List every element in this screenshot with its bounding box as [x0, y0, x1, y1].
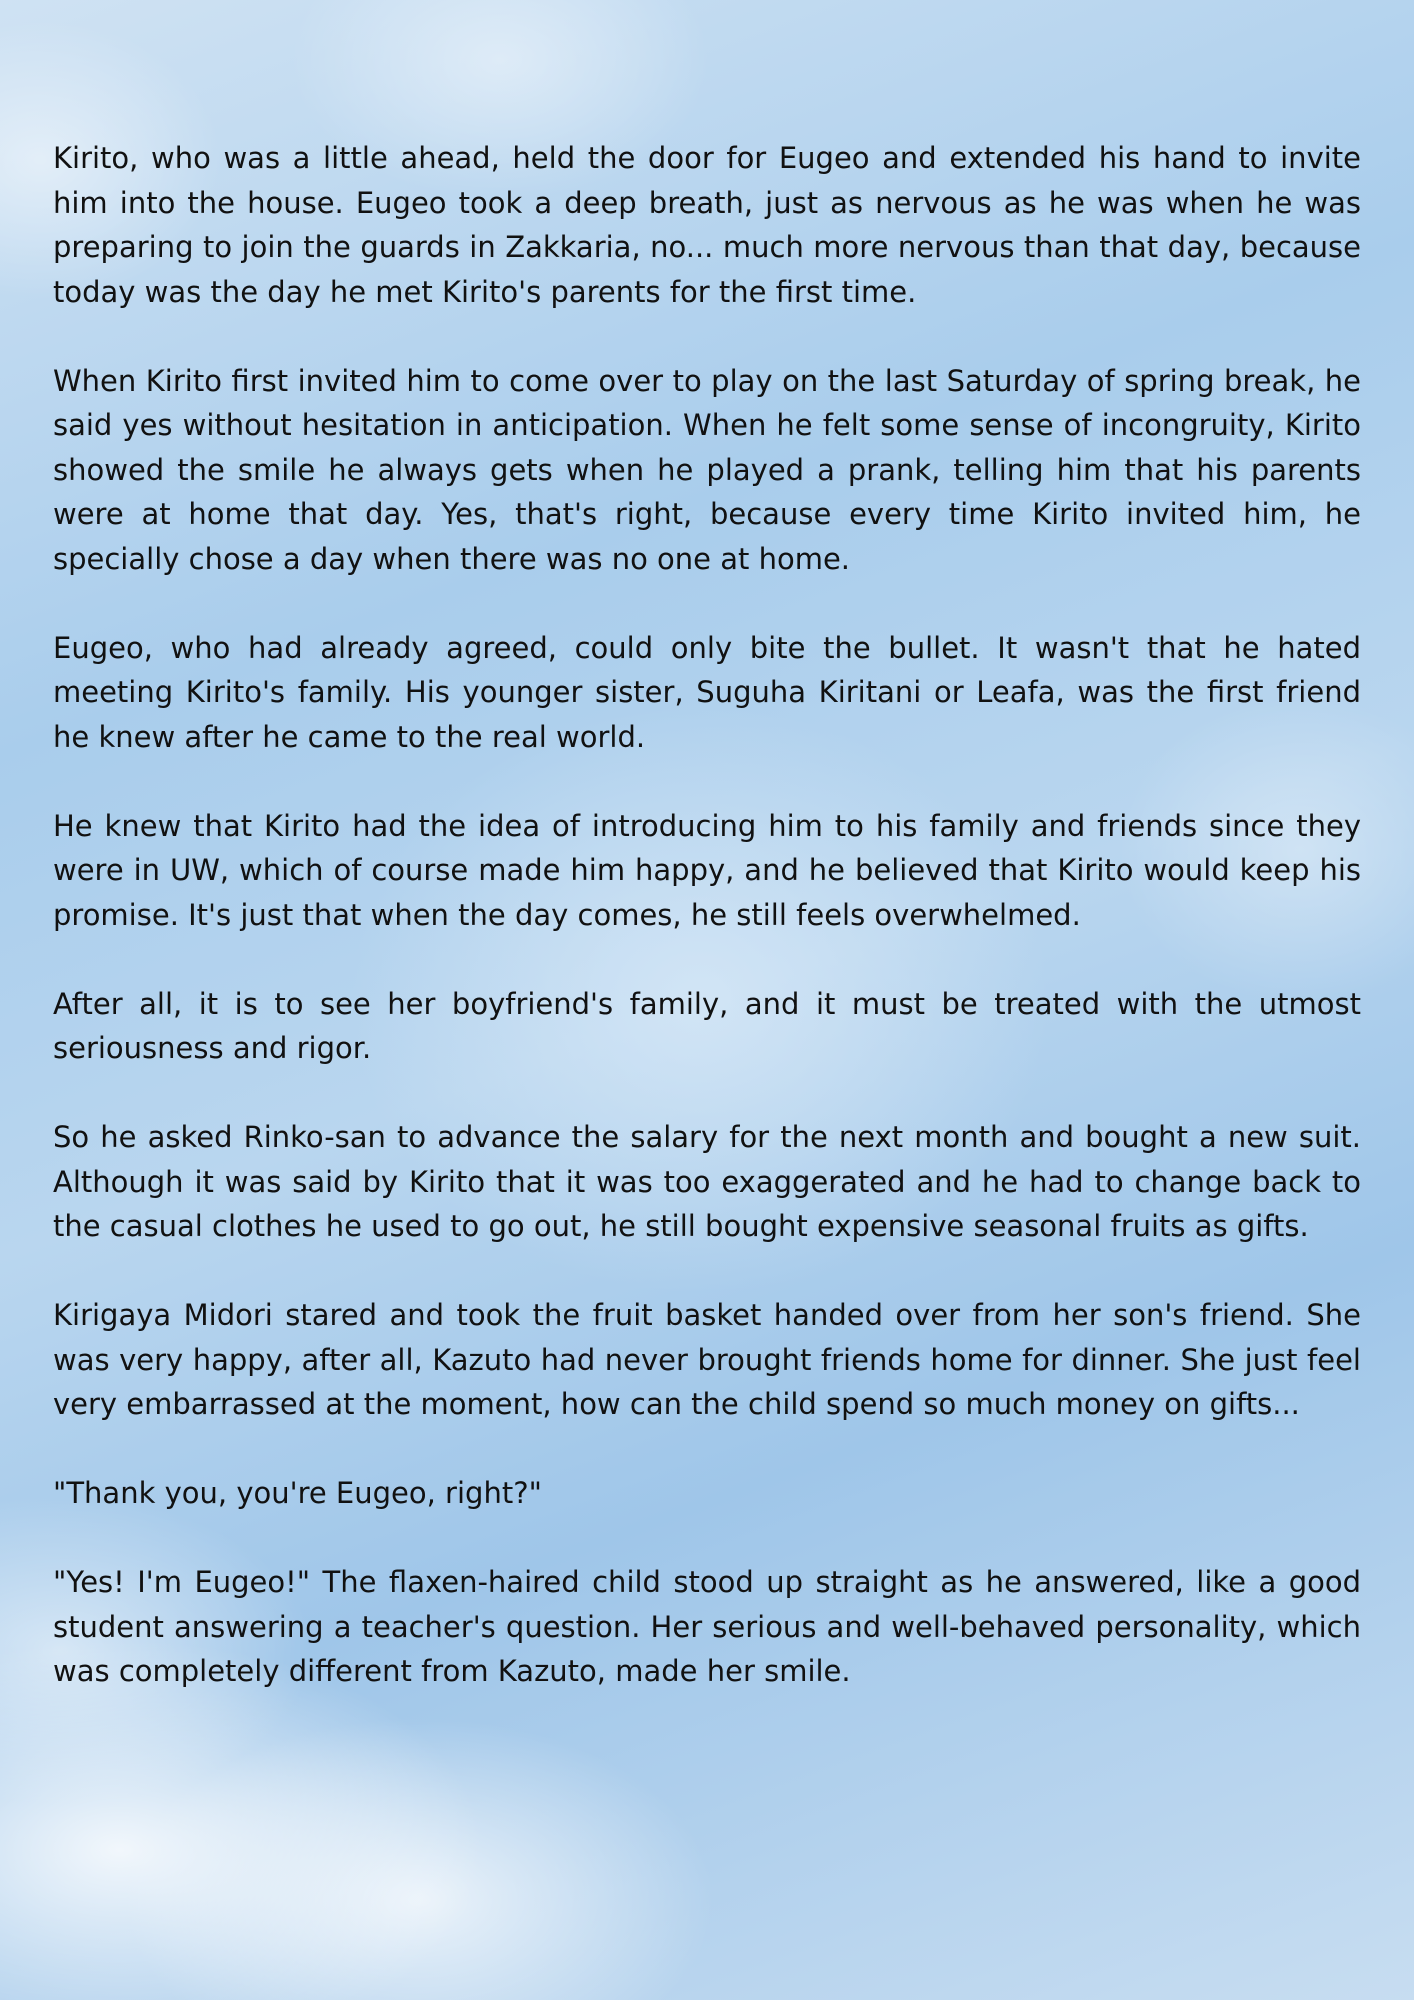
paragraph-2: When Kirito first invited him to come over to play on the last Saturday of spring break, he said yes without hesitation in anticipation. When he felt some sense of incongruity, Kirito showed the smile he always gets when he played a prank, telling him that his parents were at home that day. Yes, that's right, because every time Kirito invited him, he specially chose a day when there was no one at home. — [53, 363, 1361, 576]
paragraph-6: So he asked Rinko-san to advance the salary for the next month and bought a new suit. Although it was said by Kirito that it was too exaggerated and he had to change back to the casual clothes he used to go out, he still bought expensive seasonal fruits as gifts. — [53, 1120, 1361, 1243]
paragraph-5: After all, it is to see her boyfriend's family, and it must be treated with the utmost seriousness and rigor. — [53, 986, 1361, 1065]
paragraph-4: He knew that Kirito had the idea of introducing him to his family and friends since they were in UW, which of course made him happy, and he believed that Kirito would keep his promise. It's just that when the day comes, he still feels overwhelmed. — [53, 808, 1361, 932]
document-body — [53, 136, 1361, 1738]
paragraph-1: Kirito, who was a little ahead, held the door for Eugeo and extended his hand to invite him into the house. Eugeo took a deep breath, just as nervous as he was when he was preparing to join the guards in Zakkaria, no... much more nervous than that day, because today was the day he met Kirito's parents for the first time. — [53, 141, 1361, 309]
paragraph-8: "Thank you, you're Eugeo, right?" — [53, 1476, 542, 1510]
paragraph-9: "Yes! I'm Eugeo!" The flaxen-haired child stood up straight as he answered, like a good student answering a teacher's question. Her serious and well-behaved personality, which was completely different from Kazuto, made her smile. — [53, 1565, 1361, 1688]
paragraph-3: Eugeo, who had already agreed, could only bite the bullet. It wasn't that he hated meeting Kirito's family. His younger sister, Suguha Kiritani or Leafa, was the first friend he knew after he came to the real world. — [53, 630, 1361, 754]
paragraph-7: Kirigaya Midori stared and took the fruit basket handed over from her son's friend. She was very happy, after all, Kazuto had never brought friends home for dinner. She just feel very embarrassed at the moment, how can the child spend so much money on gifts... — [53, 1298, 1361, 1421]
